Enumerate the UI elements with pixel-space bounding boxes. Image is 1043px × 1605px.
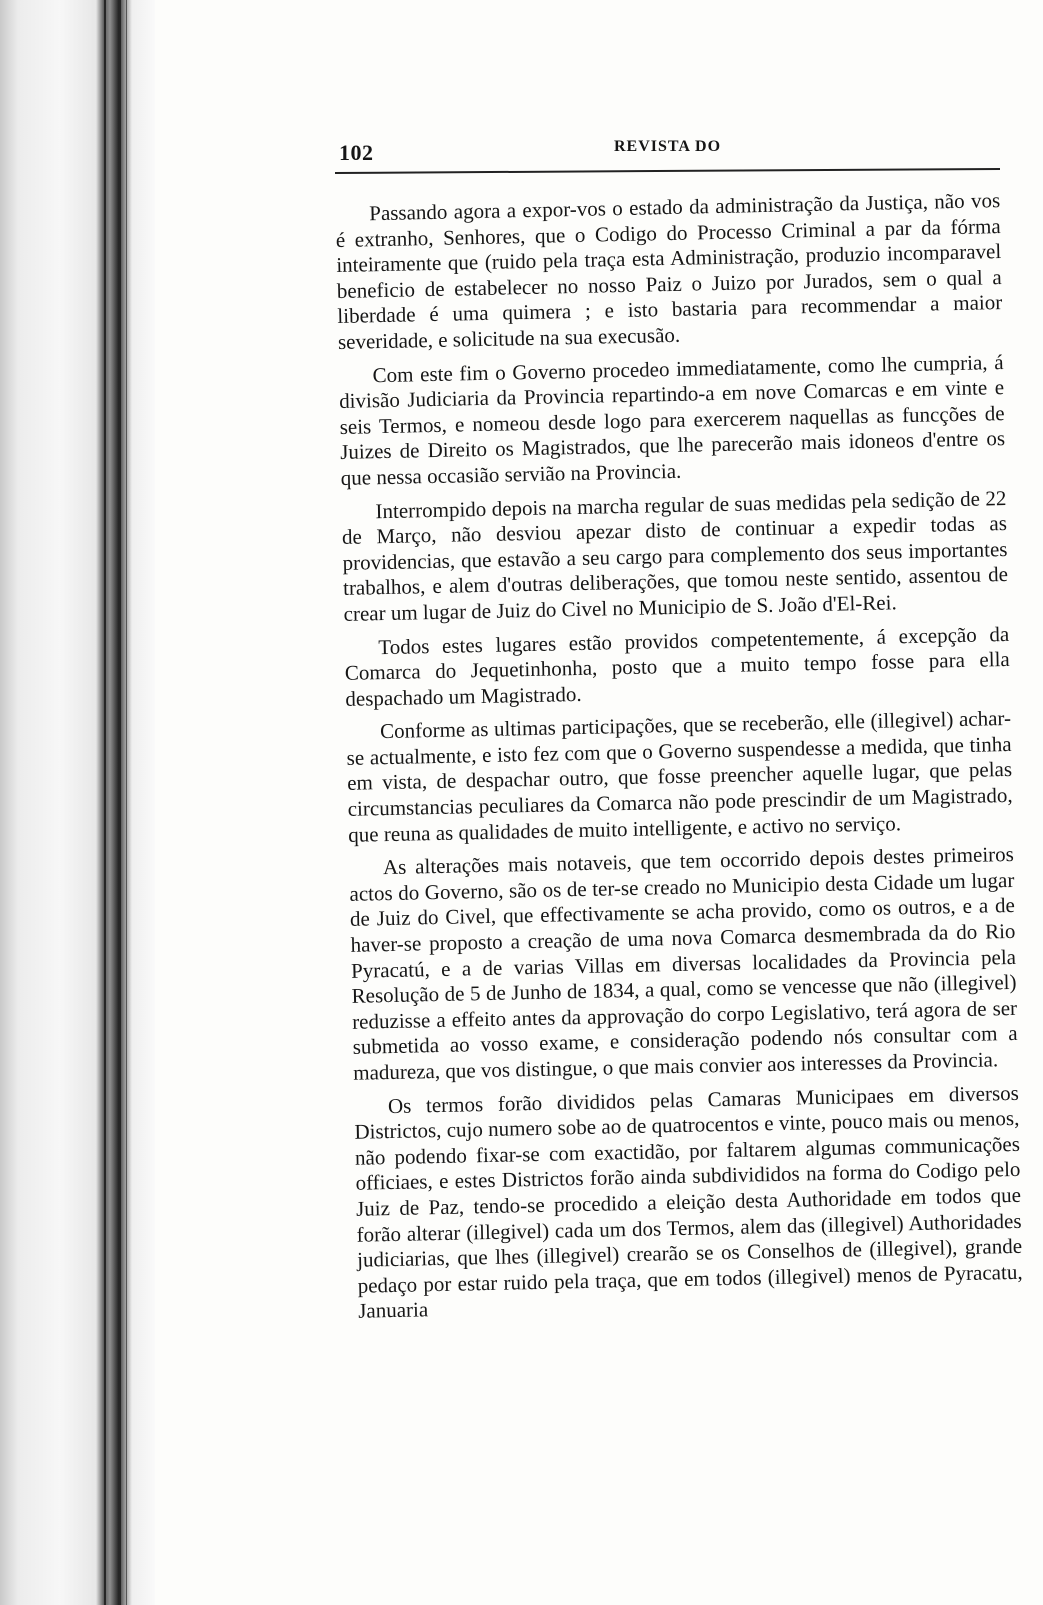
binding-gutter bbox=[0, 0, 155, 1605]
binding-edge-line bbox=[126, 0, 127, 1605]
body-text bbox=[335, 188, 1023, 1325]
paragraph: Interrompido depois na marcha regular de suas medidas pela sedição de 22 de Março, não desviou apezar disto de continuar a expedir todas as providencias, que estavão a seu cargo para complemento dos seus importantes trabalhos, e alem d'outras deliberações, que tomou neste sentido, assentou de crear um lugar de Juiz do Civel no Municipio de S. João d'El-Rei. bbox=[341, 485, 1009, 626]
page-number: 102 bbox=[339, 140, 374, 165]
paragraph: As alterações mais notaveis, que tem occorrido depois destes primeiros actos do Governo, são os de ter-se creado no Municipio desta Cidade um lugar de Juiz do Civel, que effectivamente se acha provido, como os outros, e a de haver-se proposto a creação de uma nova Comarca desmembrada da do Rio Pyracatú, e a de varias Villas em diversas localidades da Provincia pela Resolução de 5 de Junho de 1834, a qual, como se vencesse que não (illegivel) reduzisse a effeito antes da approvação do corpo Legislativo, terá agora de ser submetida ao vosso exame, e consideração podendo nós consultar com a madureza, que vos distingue, o que mais convier aos interesses da Provincia. bbox=[349, 842, 1018, 1085]
document-page bbox=[335, 128, 1023, 1333]
paragraph: Os termos forão divididos pelas Camaras Municipaes em diversos Districtos, cujo numero sobe ao de quatrocentos e vinte, pouco mais ou menos, não podendo fixar-se com exactidão, por faltarem algumas communicações officiaes, e estes Districtos forão ainda subdivididos na forma do Codigo pelo Juiz de Paz, tendo-se procedido a eleição desta Authoridade em todos que forão alterar (illegivel) cada um dos Termos, alem das (illegivel) Authoridades judiciarias, que lhes (illegivel) crearão se os Conselhos de (illegivel), grande pedaço por estar ruido pela traça, que em todos (illegivel) menos de Pyracatu, Januaria bbox=[354, 1080, 1023, 1324]
binding-edge-line bbox=[104, 0, 106, 1605]
paragraph: Conforme as ultimas participações, que se receberão, elle (illegivel) achar-se actualmente, e isto fez com que o Governo suspendesse a medida, que tinha em vista, de despachar outro, que fosse preencher aquelle lugar, que pelas circumstancias peculiares da Comarca não pode prescindir de um Magistrado, que reuna as qualidades de muito intelligente, e activo no serviço. bbox=[346, 706, 1013, 847]
binding-edge-line bbox=[118, 0, 121, 1605]
paragraph: Passando agora a expor-vos o estado da administração da Justiça, não vos é extranho, Senhores, que o Codigo do Processo Criminal a par da fórma inteiramente que (ruido pela traça esta Administração, produzio incomparavel beneficio de estabelecer no nosso Paiz o Juizo por Jurados, sem o qual a liberdade é uma quimera ; e isto bastaria para recommendar a maior severidade, e solicitude na sua execusão. bbox=[335, 188, 1003, 354]
page-header bbox=[335, 128, 1000, 165]
header-rule bbox=[335, 168, 1000, 174]
paragraph: Com este fim o Governo procedeo immediatamente, como lhe cumpria, á divisão Judiciaria da Provincia repartindo-a em nove Comarcas e em vinte e seis Termos, e nomeou desde logo para exercerem naquellas as funcções de Juizes de Direito os Magistrados, que lhe parecerão mais idoneos d'entre os que nessa occasião servião na Provincia. bbox=[338, 349, 1006, 490]
running-head: REVISTA DO bbox=[613, 138, 722, 155]
paragraph: Todos estes lugares estão providos competentemente, á excepção da Comarca do Jequetinhonha, posto que a muito tempo fosse para ella despachado um Magistrado. bbox=[344, 621, 1010, 711]
